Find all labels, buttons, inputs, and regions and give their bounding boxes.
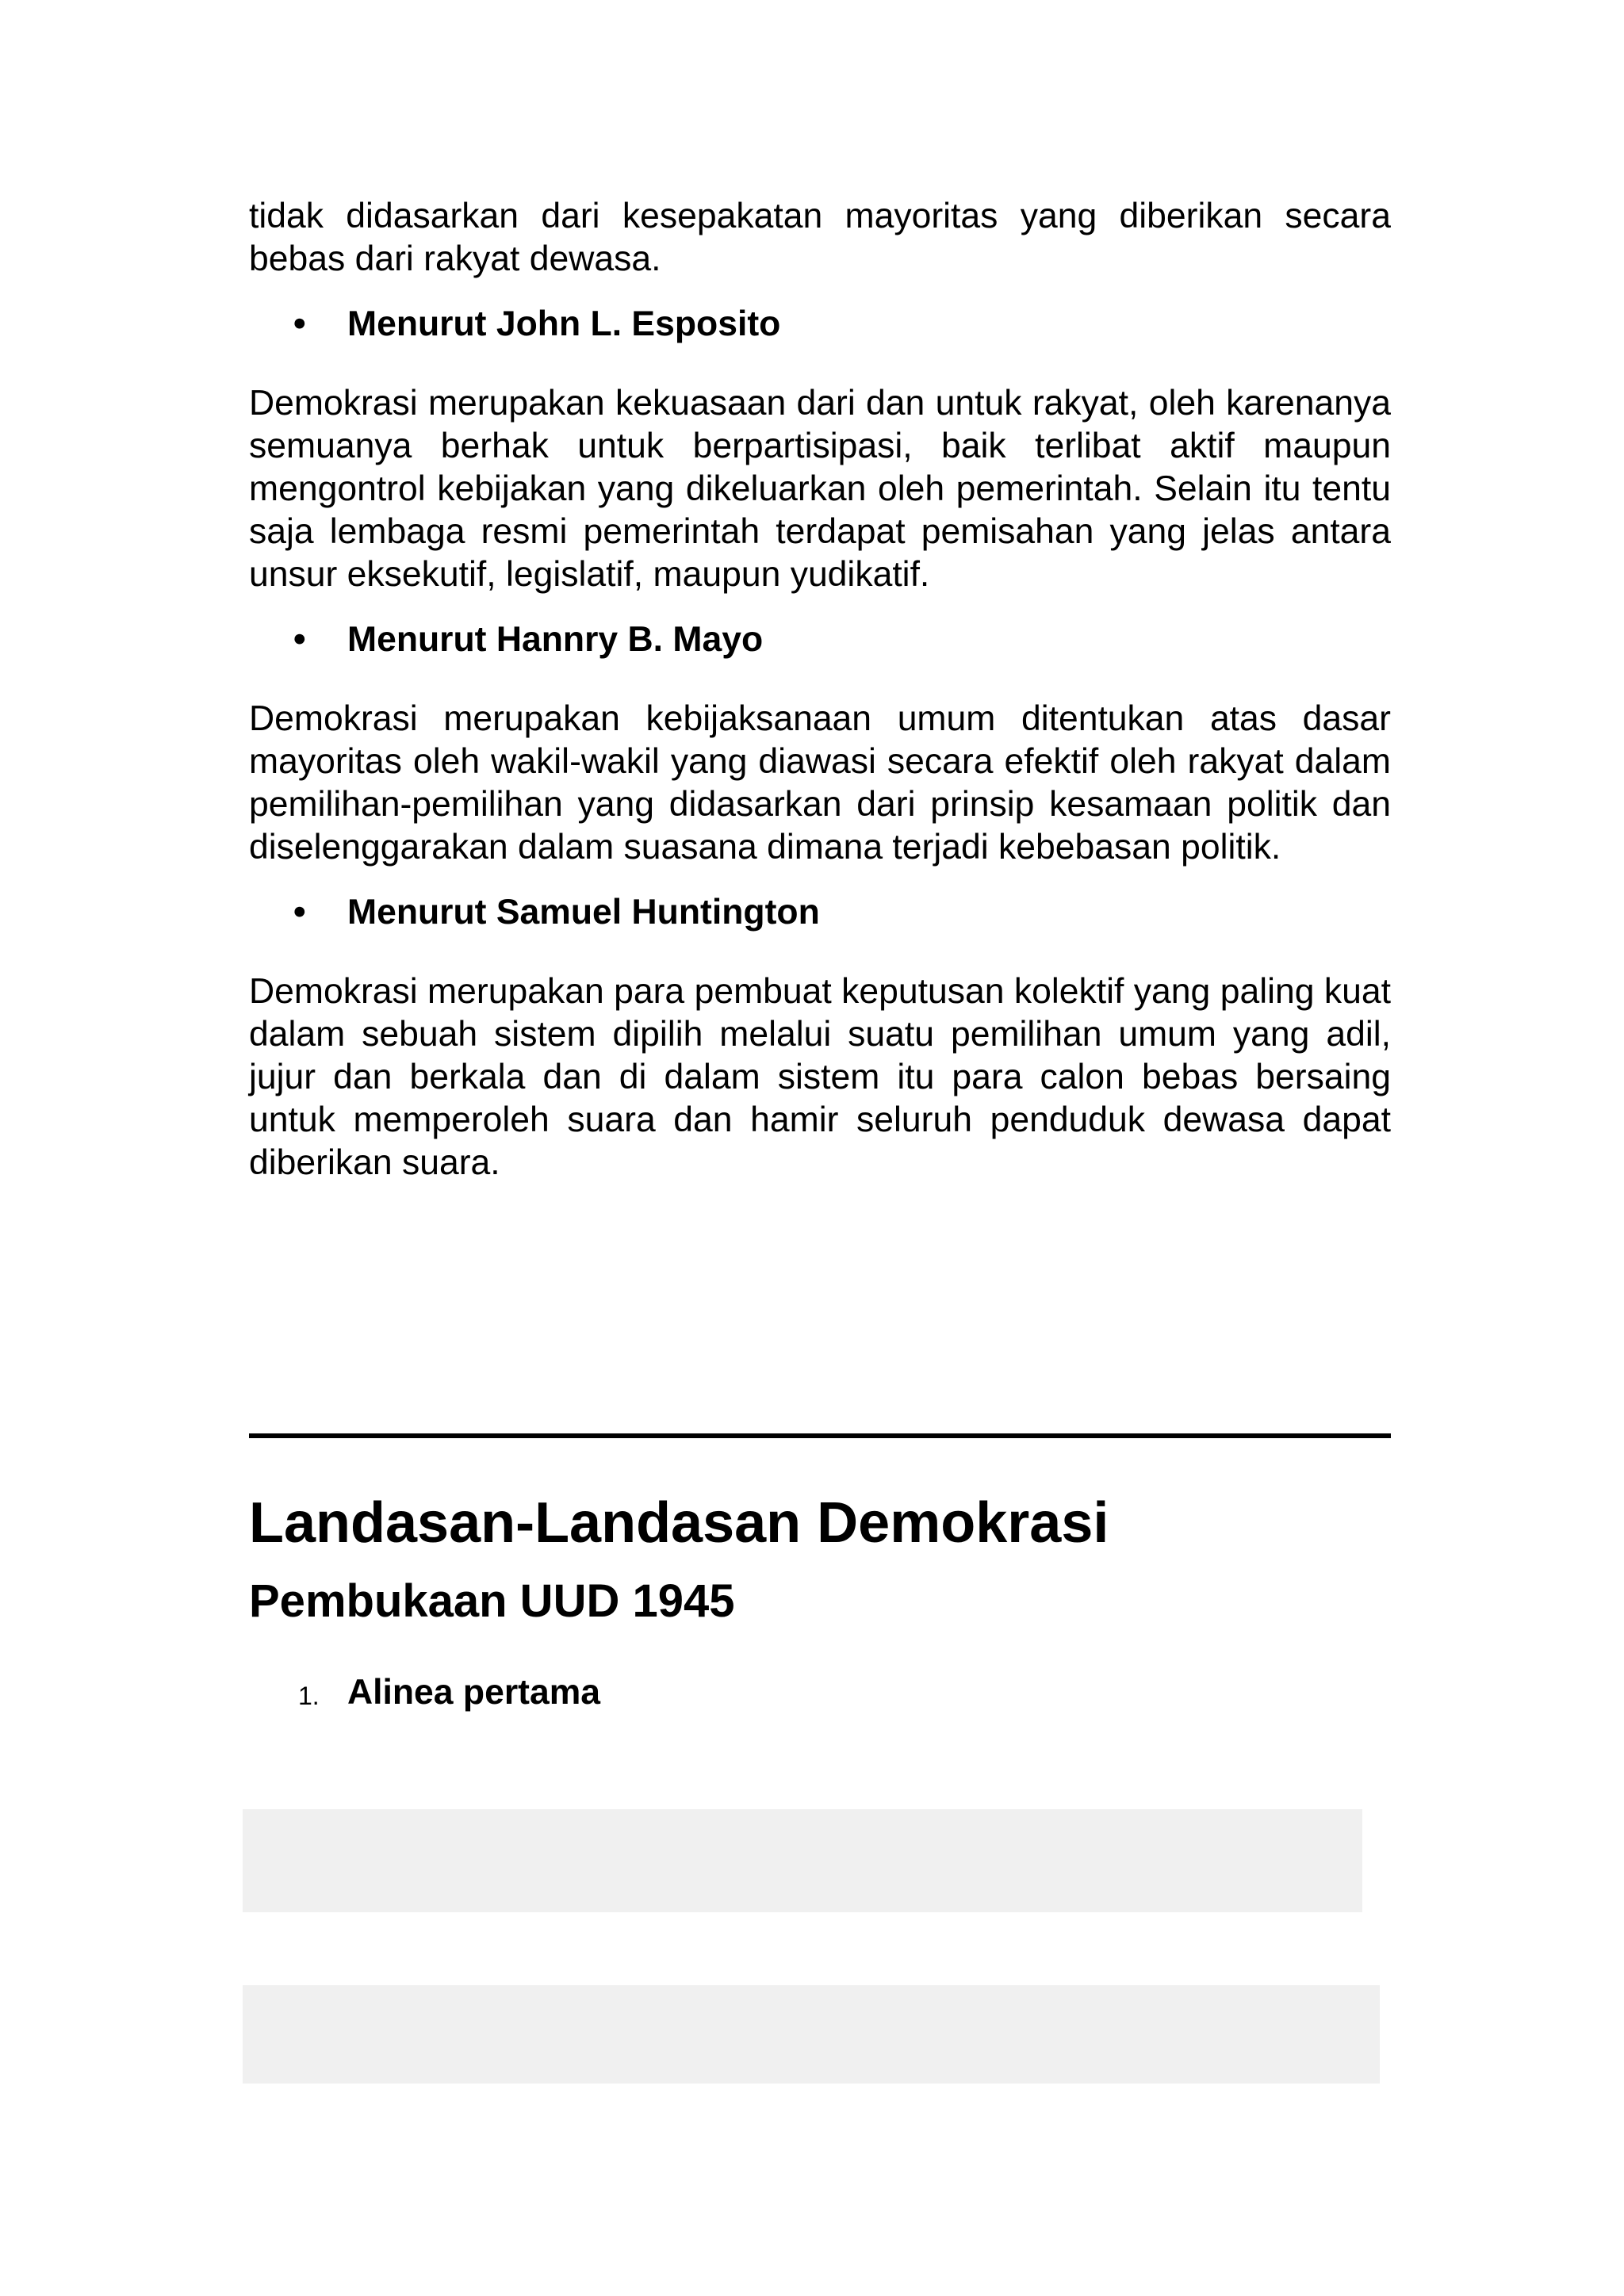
intro-paragraph: tidak didasarkan dari kesepakatan mayoritas yang diberikan secara bebas dari rakyat dewasa. <box>249 197 1391 278</box>
bullet-icon: • <box>293 620 306 659</box>
definition-heading-label: Menurut Hannry B. Mayo <box>347 620 764 659</box>
ordered-list <box>249 1671 1391 1714</box>
definition-heading <box>249 891 1391 934</box>
definition-text: Demokrasi merupakan kebijaksanaan umum ditentukan atas dasar mayoritas oleh wakil-wakil yang diawasi secara efektif oleh rakyat dalam pemilihan-pemilihan yang didasarkan dari prinsip kesamaan politik dan diselenggarakan dalam suasana dimana terjadi kebebasan politik. <box>249 699 1391 867</box>
section-title: Landasan-Landasan Demokrasi <box>249 1491 1109 1555</box>
definition-heading <box>249 618 1391 661</box>
definition-text: Demokrasi merupakan para pembuat keputusan kolektif yang paling kuat dalam sebuah sistem dipilih melalui suatu pemilihan umum yang adil, jujur dan berkala dan di dalam sistem itu para calon bebas bersaing untuk memperoleh suara dan hamir seluruh penduduk dewasa dapat diberikan suara. <box>249 972 1391 1182</box>
subsection-title: Pembukaan UUD 1945 <box>249 1575 735 1627</box>
definition-heading <box>249 303 1391 346</box>
list-item <box>249 1671 1391 1714</box>
definition-samuel-huntington <box>249 891 1391 1184</box>
definition-heading-label: Menurut John L. Esposito <box>347 304 781 343</box>
definition-text: Demokrasi merupakan kekuasaan dari dan untuk rakyat, oleh karenanya semuanya berhak untuk berpartisipasi, baik terlibat aktif maupun mengontrol kebijakan yang dikeluarkan oleh pemerintah. Selain itu tentu saja lembaga resmi pemerintah terdapat pemisahan yang jelas antara unsur eksekutif, legislatif, maupun yudikatif. <box>249 384 1391 594</box>
list-item-label: Alinea pertama <box>347 1673 601 1712</box>
placeholder-block <box>243 1985 1380 2084</box>
placeholder-block <box>243 1809 1362 1912</box>
definition-heading-label: Menurut Samuel Huntington <box>347 893 820 932</box>
bullet-icon: • <box>293 304 306 343</box>
document-body <box>249 195 1391 1184</box>
bullet-icon: • <box>293 893 306 932</box>
horizontal-rule <box>249 1433 1391 1438</box>
definition-john-esposito <box>249 303 1391 596</box>
list-item-number: 1. <box>298 1682 320 1710</box>
definition-hannry-mayo <box>249 618 1391 869</box>
